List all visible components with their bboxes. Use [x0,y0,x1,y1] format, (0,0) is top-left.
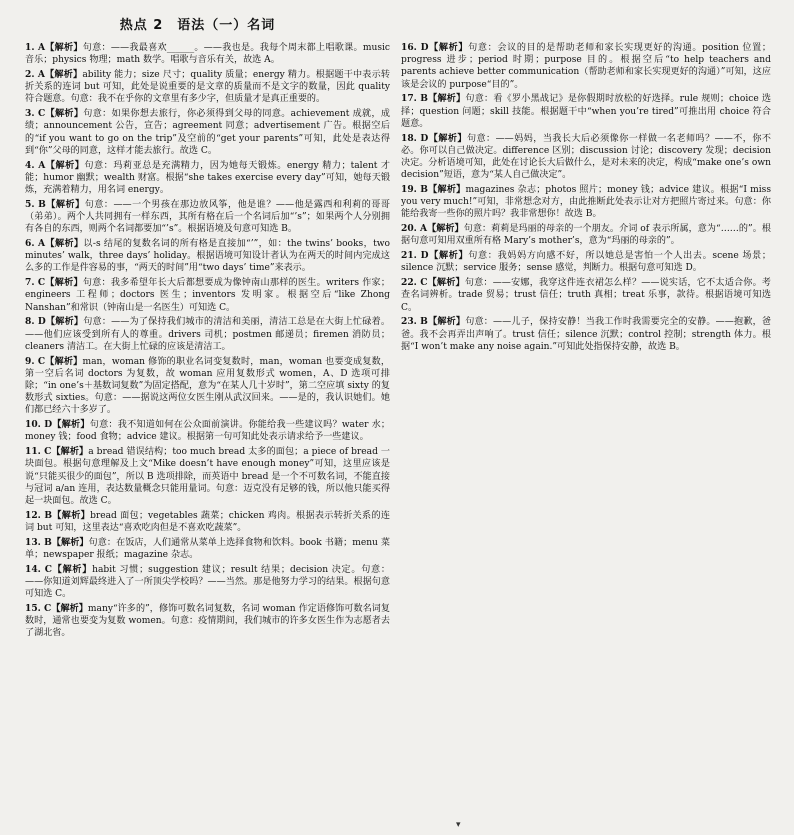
answer-explanation: 句意：会议的目的是帮助老师和家长实现更好的沟通。position 位置；progress 进步；period 时期；purpose 目的。根据空后“to help teachers and parents achieve better communication（帮助老师和家长实现更好的沟通）”可知，这应该是会议的 purpose“目的”。 [401,43,771,90]
answer-number: 10. D [25,419,53,431]
answer-number: 18. D [401,132,429,144]
analysis-tag: 【解析】 [427,184,466,196]
analysis-tag: 【解析】 [45,198,85,210]
analysis-tag: 【解析】 [45,42,83,53]
answer-explanation: ability 能力；size 尺寸；quality 质量；energy 精力。根据题干中表示转折关系的连词 but 可知，此处是说重要的是文章的质量而不是文字的数量，因此 quality 符合题意。句意：我不在乎你的文章里有多少字，但质量才是真正重要的。 [25,70,390,105]
answer-explanation: 以-s 结尾的复数名词的所有格是直接加“’”，如：the twins’ books，two minutes’ walk，three days’ holiday。根据语境可知设计者认为在两天的时间内完成这么多的工作是件容易的事，“两天的时间”用“two days’ time”来表示。 [25,239,390,274]
answer-number: 7. C [25,277,46,289]
analysis-tag: 【解析】 [428,42,469,53]
analysis-tag: 【解析】 [427,223,464,235]
answer-item [25,537,390,561]
analysis-tag: 【解析】 [45,159,85,171]
answer-explanation: 句意：——一个男孩在那边放风筝，他是谁？——他是露西和利莉的哥哥（弟弟）。两个人共同拥有一样东西，其所有格在后一个名词后加“’s”；如果两个人分别拥有各自的东西，则两个名词都要加“’s”。根据语境及句意可知选 B。 [25,199,390,235]
answer-item [401,93,771,130]
answer-item [25,42,390,66]
answer-explanation: magazines 杂志；photos 照片；money 钱；advice 建议。根据“I miss you very much!”可知，非常想念对方，由此推断此处表示让对方把照片寄过来。句意：你能给我寄一些你的照片吗？我非常想你！故选 B。 [401,185,771,220]
answer-number: 22. C [401,277,428,289]
left-column [25,42,390,642]
answer-item [401,133,771,182]
answer-item [401,277,771,314]
answer-explanation: 句意：——我最喜欢______。——我也是。我每个周末都上唱歌课。music 音乐；physics 物理；math 数学。唱歌与音乐有关，故选 A。 [25,43,390,66]
analysis-tag: 【解析】 [51,603,88,615]
answer-explanation: man，woman 修饰的职业名词变复数时，man，woman 也要变成复数，第一空后名词 doctors 为复数，故 woman 应用复数形式 women，A、D 选项可排除；“in one’s＋基数词复数”为固定搭配，意为“在某人几十岁时”，第二空应填 sixty 的复数形式 sixties。句意：——据说这两位女医生刚从武汉回来。——是的，我认识她们。她们都已经六十多岁了。 [25,356,390,416]
answer-number: 23. B [401,316,428,328]
analysis-tag: 【解析】 [427,93,466,105]
analysis-tag: 【解析】 [51,536,89,548]
analysis-tag: 【解析】 [427,316,466,328]
answer-item [25,108,390,157]
answer-number: 4. A [25,159,46,171]
answer-number: 13. B [25,536,52,548]
answer-item [25,603,390,640]
answer-number: 9. C [25,355,46,367]
answer-explanation: 句意：——安娜，我穿这件连衣裙怎么样？——说实话，它不太适合你。考查名词辨析。trade 贸易；trust 信任；truth 真相；treat 乐事，款待。根据语境可知选 C。 [401,278,771,313]
answer-item [25,160,390,197]
answer-number: 5. B [25,198,46,210]
answer-explanation: bread 面包；vegetables 蔬菜；chicken 鸡肉。根据表示转折关系的连词 but 可知，这里表达“喜欢吃肉但是不喜欢吃蔬菜”。 [25,510,390,534]
analysis-tag: 【解析】 [428,132,467,144]
answer-explanation: 句意：——妈妈，当我长大后必须像你一样做一名老师吗？——不，你不必。你可以自己做决定。difference 区别；discussion 讨论；discovery 发现；decision 决定。分析语境可知，此处在讨论长大后做什么，是对未来的决定，构成“make one’s own decision”短语，意为“某人自己做决定”。 [401,133,771,181]
right-column [401,42,771,356]
page-title: 热点 2 语法（一）名词 [119,18,276,33]
answer-number: 19. B [401,184,428,196]
answer-explanation: 句意：——儿子，保持安静！当我工作时我需要完全的安静。——抱歉，爸爸。我不会再弄出声响了。trust 信任；silence 沉默；control 控制；strength 体力。根据“I won’t make any noise again.”可知此处指保持安静，故选 B。 [401,317,771,352]
answer-number: 11. C [25,446,52,458]
answer-item [25,564,390,601]
answer-number: 21. D [401,250,429,262]
answer-item [25,510,390,534]
answer-number: 15. C [25,603,52,615]
answer-number: 14. C [25,563,52,575]
answer-item [25,238,390,275]
answer-number: 20. A [401,223,428,235]
answer-explanation: 句意：如果你想去旅行，你必须得到父母的同意。achievement 成就，成绩；announcement 公告，宣告；agreement 同意；advertisement 广告。根据空后的“if you want to go on the trip”及空前的“get your parents”可知，此处是表达得到“你”父母的同意，这样才能去旅行。故选 C。 [25,109,390,156]
answer-explanation: 句意：莉莉是玛丽的母亲的一个朋友。介词 of 表示所属，意为“……的”。根据句意可知用双重所有格 Mary’s mother’s，意为“玛丽的母亲的”。 [401,224,771,247]
answer-number: 2. A [25,69,45,80]
answer-item [401,184,771,221]
answer-explanation: 句意：玛莉亚总是充满精力，因为她每天锻炼。energy 精力；talent 才能；humor 幽默；wealth 财富。根据“she takes exercise every day”可知，她每天锻炼，充满着精力，用名词 energy。 [25,160,390,196]
answer-number: 3. C [25,108,46,120]
answer-explanation: 句意：我妈妈方向感不好，所以她总是害怕一个人出去。scene 场景；silence 沉默；service 服务；sense 感觉，判断力。根据句意可知选 D。 [401,251,771,274]
answer-item [25,277,390,314]
analysis-tag: 【解析】 [45,316,84,328]
analysis-tag: 【解析】 [52,509,91,521]
answer-item [401,250,771,274]
analysis-tag: 【解析】 [45,238,84,250]
answer-item [401,42,771,91]
answer-item [25,446,390,507]
answer-item [25,69,390,106]
analysis-tag: 【解析】 [51,446,89,458]
answer-explanation: many“许多的”，修饰可数名词复数，名词 woman 作定语修饰可数名词复数时，通常也要变为复数 women。句意：疫情期间，我们城市的许多女医生作为志愿者去了湖北省。 [25,604,390,639]
answer-explanation: 句意：我不知道如何在公众面前演讲。你能给我一些建议吗？water 水；money 钱；food 食物；advice 建议。根据第一句可知此处表示请求给予一些建议。 [25,420,391,443]
answer-explanation: 句意：我多希望年长大后都想要成为像钟南山那样的医生。writers 作家；engineers 工程师；doctors 医生；inventors 发明家。根据空后“like Zhong Nanshan”和常识（钟南山是一名医生）可知选 C。 [25,278,390,313]
answer-item [25,199,390,236]
answer-item [25,356,390,417]
answer-item [401,223,771,247]
answer-item [401,316,771,353]
analysis-tag: 【解析】 [45,355,83,367]
answer-item [25,316,390,353]
analysis-tag: 【解析】 [428,250,469,262]
answer-item [25,419,390,443]
analysis-tag: 【解析】 [44,69,83,80]
answer-number: 6. A [25,238,46,250]
analysis-tag: 【解析】 [45,108,84,120]
analysis-tag: 【解析】 [45,277,83,289]
answer-explanation: 句意：在饭店，人们通常从菜单上选择食物和饮料。book 书籍；menu 菜单；newspaper 报纸；magazine 杂志。 [25,537,390,561]
analysis-tag: 【解析】 [51,563,93,575]
answer-number: 8. D [25,316,46,328]
answer-number: 1. A [25,42,45,53]
analysis-tag: 【解析】 [52,419,90,431]
answer-explanation: 句意：——为了保持我们城市的清洁和美丽，清洁工总是在大街上忙碌着。——他们应该受到所有人的尊重。drivers 司机；postmen 邮递员；firemen 消防员；cleaners 清洁工。在大街上忙碌的应该是清洁工。 [25,317,390,352]
answer-number: 17. B [401,93,428,105]
answer-number: 16. D [401,42,429,53]
analysis-tag: 【解析】 [427,277,465,289]
answer-number: 12. B [25,509,53,521]
page-mark-icon: ▾ [456,820,461,830]
answer-explanation: habit 习惯；suggestion 建议；result 结果；decision 决定。句意：——你知道刘辉最终进入了一所顶尖学校吗？——当然。那是他努力学习的结果。根据句意可知选 C。 [25,564,390,600]
answer-explanation: 句意：看《罗小黑战记》是你假期时放松的好选择。rule 规则；choice 选择；question 问题；skill 技能。根据题干中“when you’re tired”可推出用 choice 符合题意。 [401,94,771,129]
answer-explanation: a bread 错误结构；too much bread 太多的面包；a piece of bread 一块面包。根据句意理解及上文“Mike doesn’t have enough money”可知，这里应该是说“只能买很少的面包”，所以 B 选项排除，而英语中 bread 是一个不可数名词，不能直接与冠词 a/an 连用，表达数量概念只能用量词。句意：迈克没有足够的钱，所以他只能买得起一块面包。故选 C。 [25,447,390,507]
